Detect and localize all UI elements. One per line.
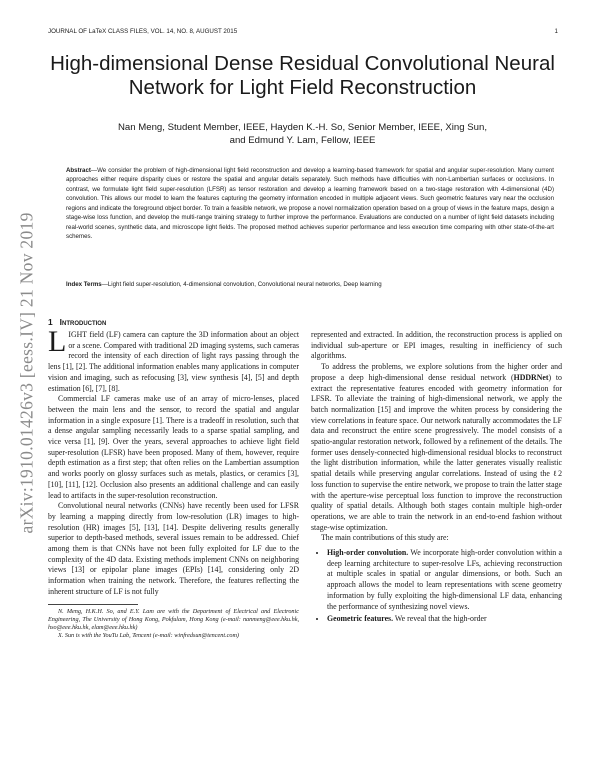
footnote-divider bbox=[48, 604, 138, 605]
hddrnet-term: HDDRNet bbox=[513, 372, 549, 382]
author-line-1: Nan Meng, Student Member, IEEE, Hayden K.-H. So, Senior Member, IEEE, Xing Sun, bbox=[117, 122, 487, 133]
paper-title: High-dimensional Dense Residual Convolutional Neural Network for Light Field Reconstruction bbox=[50, 52, 555, 99]
abstract-text: —We consider the problem of high-dimensional light field reconstruction and develop a learning-based framework for spatial and angular super-resolution. Many current approaches either require disparity clues or restore the spatial and angular details separately. Such methods have difficulties with non-Lambertian surfaces or occlusions. In contrast, we formulate light field super-resolution (LFSR) as tensor restoration and develop a learning framework based on a two-stage restoration with 4-dimensional (4D) convolution. This allows our model to learn the features capturing the geometry information encoded in multiple adjacent views. Such geometric features vary near the occlusion regions and indicate the foreground object border. To train a feasible network, we propose a novel normalization operation based on a group of views in the feature maps, design a stage-wise loss function, and develop the multi-range training strategy to further improve the performance. Evaluations are conducted on a number of light field datasets including real-world scenes, synthetic data, and microscope light fields. The proposed method achieves superior performance and less execution time comparing with other state-of-the-art schemes. bbox=[66, 167, 554, 241]
contributions-intro: The main contributions of this study are: bbox=[321, 533, 449, 543]
bullet-1-title: High-order convolution. bbox=[327, 548, 409, 558]
bullet-2-text: We reveal that the high-order bbox=[393, 614, 487, 624]
drop-cap: L bbox=[48, 325, 67, 358]
list-item bbox=[327, 548, 562, 612]
bullet-1-text: We incorporate high-order convolution within a deep learning architecture to super-resolve LFs, achieving reconstruction at multiple scales in spatial or angular dimensions, or both. Such an approach allows the model to learn representations with scene geometry information by fully exploiting the high-dimensional LF data, enhancing the performance of synthesizing novel views. bbox=[327, 548, 563, 611]
footnote-affiliation-2: X. Sun is with the YouTu Lab, Tencent (e-mail: winfredsun@tencent.com) bbox=[58, 631, 239, 639]
intro-p1-text: field (LF) camera can capture the 3D information about an object or a scene. Compared with traditional 2D imaging systems, such cameras record the intensity of each direction of light rays passing through the lens [1], [2]. The additional information enables many applications in computer vision and imaging, such as refocusing [3], view synthesis [4], [5] and depth estimation [6], [7], [8]. bbox=[48, 330, 299, 393]
intro-paragraph-2: Commercial LF cameras make use of an array of micro-lenses, placed between the main lens and the sensor, to record the spatial and angular information in a single exposure [1]. There is a tradeoff in resolution, such that a dense angular sampling necessarily leads to a sparse spatial sampling, and vice versa [1], [9]. Over the years, several approaches to achieve light field super-resolution (LFSR) have been proposed. Many of them, however, require depth estimation as a first step; that often relies on the Lambertian assumption and works poorly on glossy surfaces such as metals, plastics, or ceramics [3], [10], [11], [12]. Occlusion also presents an additional challenge and can easily lead to artifacts in the super-resolution reconstruction. bbox=[48, 394, 299, 500]
p5-text-a: To address the problems, we explore solutions from the higher order and propose a deep high-dimensional dense residual network ( bbox=[311, 362, 562, 382]
intro-paragraph-3: Convolutional neural networks (CNNs) have recently been used for LFSR by learning a mapping directly from low-resolution (LR) images to high-resolution (HR) images [5], [13], [14]. Despite delivering results generally superior to depth-based methods, several issues remain to be addressed. Chief among them is that CNNs have not been fully exploited for LF due to the complexity of the 4D data. Existing methods implement CNNs on neighboring views [13] or epipolar plane images (EPIs) [14], considering only 2D information when training the network. Therefore, the features reflecting the inherent structure of LF is not fully bbox=[48, 501, 299, 596]
page-number: 1 bbox=[554, 28, 558, 35]
running-header bbox=[48, 28, 558, 40]
list-item bbox=[327, 614, 562, 625]
intro-paragraph-5 bbox=[311, 362, 562, 533]
footnote-affiliation-1: N. Meng, H.K.H. So, and E.Y. Lam are with the Department of Electrical and Electronic Engineering, The University of Hong Kong, Pokfulam, Hong Kong (e-mail: nanmeng@eee.hku.hk, hso@eee.hku.hk, elam@eee.hku.hk) bbox=[48, 607, 299, 631]
abstract bbox=[66, 166, 554, 242]
author-line-2: and Edmund Y. Lam, Fellow, IEEE bbox=[229, 135, 376, 146]
left-column bbox=[48, 325, 299, 640]
abstract-label: Abstract bbox=[66, 167, 91, 174]
section-number: 1 bbox=[48, 317, 53, 327]
author-list bbox=[60, 121, 545, 147]
section-title: Introduction bbox=[59, 317, 107, 327]
bullet-2-title: Geometric features. bbox=[327, 614, 394, 624]
index-terms bbox=[66, 280, 554, 289]
intro-paragraph-4: represented and extracted. In addition, the reconstruction process is applied on individual sub-aperture or EPI images, resulting in inefficiency of such algorithms. bbox=[311, 330, 562, 361]
intro-paragraph-1 bbox=[48, 325, 299, 394]
p5-text-b: ) to extract the representative features encoded with geometry information for LFSR. To alleviate the training of high-dimensional network, we apply the batch normalization [15] and improve the whiten process by considering the view correlations in feature space. Our network naturally accommodates the LF data and reconstruct the entire scene progressively. The model consists of a spatio-angular restoration network, followed by a refinement of the details. The former uses densely-connected high-dimensional residual blocks to reconstruct the light distribution information, while the latter generates visually realistic spatial details while preserving angular correlations. Instead of using the ℓ2 loss function to supervise the entire network, we propose to train the latter stage with the aperture-wise perceptual loss function to improve the reconstruction quality of spatial details. Although both stages contain multiple high-order operations, we are able to train the network in an end-to-end fashion without stage-wise optimization. bbox=[311, 372, 562, 532]
first-word: IGHT bbox=[68, 330, 88, 339]
arxiv-stamp: arXiv:1910.01426v3 [eess.IV] 21 Nov 2019 bbox=[16, 212, 37, 534]
index-terms-label: Index Terms bbox=[66, 281, 102, 288]
contributions-list bbox=[311, 548, 562, 625]
right-column bbox=[311, 330, 562, 627]
journal-header: JOURNAL OF LaTeX CLASS FILES, VOL. 14, NO. 8, AUGUST 2015 bbox=[48, 28, 238, 35]
index-terms-text: —Light field super-resolution, 4-dimensional convolution, Convolutional neural networks, Deep learning bbox=[101, 281, 382, 288]
